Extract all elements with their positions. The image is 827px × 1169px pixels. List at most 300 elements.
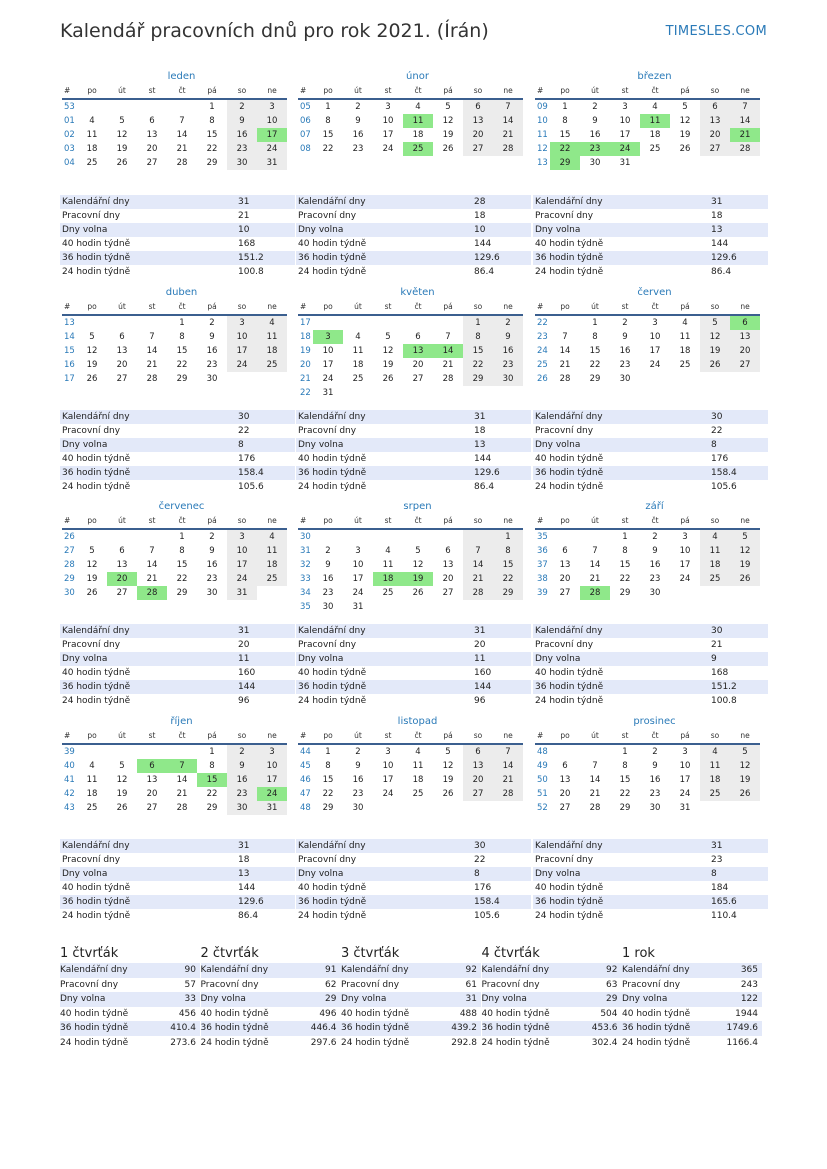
stats-value: 96 — [474, 696, 486, 706]
stats-value: 13 — [711, 225, 723, 235]
quarter-label: Pracovní dny — [200, 979, 259, 990]
month-stats — [533, 195, 768, 279]
day-cell: 9 — [209, 546, 215, 556]
day-cell: 18 — [257, 344, 287, 358]
week-row — [62, 558, 287, 572]
day-cell: 20 — [463, 773, 493, 787]
week-row — [298, 787, 523, 801]
day-cell: 4 — [257, 316, 287, 330]
day-cell: 21 — [463, 572, 493, 586]
day-cell: 16 — [352, 775, 364, 785]
day-cell: 12 — [116, 775, 128, 785]
stats-row — [60, 209, 295, 223]
quarter-label: Kalendářní dny — [60, 965, 128, 975]
week-number: 43 — [64, 803, 75, 813]
day-cell: 13 — [463, 114, 493, 128]
day-cell: 6 — [149, 116, 155, 126]
stats-label: Pracovní dny — [535, 211, 594, 221]
day-cell: 28 — [559, 374, 571, 384]
day-cell: 23 — [352, 789, 364, 799]
stats-label: Dny volna — [535, 869, 581, 879]
day-cell: 26 — [730, 572, 760, 586]
week-number: 13 — [64, 318, 75, 328]
day-cell: 21 — [146, 574, 158, 584]
stats-label: Pracovní dny — [298, 640, 357, 650]
day-cell — [700, 156, 730, 170]
stats-value: 110.4 — [711, 911, 737, 921]
quarter-row — [341, 1021, 481, 1036]
weekday-label: čt — [414, 516, 422, 525]
day-cell: 16 — [206, 560, 218, 570]
stats-value: 176 — [474, 883, 492, 893]
day-cell: 15 — [176, 560, 188, 570]
day-cell: 22 — [322, 789, 334, 799]
day-cell — [403, 316, 433, 330]
week-number: 21 — [300, 374, 311, 384]
day-cell: 11 — [700, 759, 730, 773]
day-cell: 23 — [206, 574, 218, 584]
day-cell: 4 — [415, 102, 421, 112]
day-cell: 7 — [493, 745, 523, 759]
quarter-value: 488 — [459, 1008, 477, 1019]
week-row — [298, 100, 523, 114]
day-cell: 19 — [403, 572, 433, 586]
day-cell: 20 — [107, 572, 137, 586]
day-cell: 9 — [652, 546, 658, 556]
day-cell: 20 — [730, 344, 760, 358]
day-cell: 14 — [730, 114, 760, 128]
day-cell — [463, 600, 493, 614]
weekday-label: so — [473, 302, 483, 311]
stats-label: 24 hodin týdně — [62, 911, 131, 921]
week-number: 17 — [300, 318, 311, 328]
stats-value: 30 — [711, 626, 723, 636]
day-cell: 5 — [730, 745, 760, 759]
stats-label: Kalendářní dny — [535, 626, 603, 636]
quarter-value: 92 — [465, 965, 477, 975]
stats-label: 24 hodin týdně — [62, 482, 131, 492]
quarter-label: 36 hodin týdně — [622, 1023, 691, 1033]
week-row — [298, 142, 523, 156]
week-row — [535, 344, 760, 358]
week-row — [298, 773, 523, 787]
month-stats — [533, 410, 768, 494]
month-stats — [60, 839, 295, 923]
stats-row — [533, 694, 768, 708]
day-cell: 17 — [227, 344, 257, 358]
stats-value: 22 — [474, 855, 486, 865]
stats-label: Dny volna — [535, 440, 581, 450]
stats-label: 36 hodin týdně — [62, 897, 131, 907]
day-cell — [433, 600, 463, 614]
day-cell: 15 — [463, 344, 493, 358]
day-cell: 5 — [445, 747, 451, 757]
stats-label: Pracovní dny — [62, 640, 121, 650]
weekday-label: so — [237, 731, 247, 740]
weekday-header — [535, 84, 760, 100]
day-cell: 4 — [700, 745, 730, 759]
week-number: 42 — [64, 789, 75, 799]
stats-value: 10 — [474, 225, 486, 235]
day-cell: 5 — [119, 116, 125, 126]
day-cell — [77, 316, 107, 330]
stats-label: Dny volna — [298, 225, 344, 235]
day-cell: 2 — [227, 100, 257, 114]
day-cell: 12 — [382, 346, 394, 356]
day-cell — [730, 372, 760, 386]
stats-label: 24 hodin týdně — [535, 911, 604, 921]
week-row — [535, 558, 760, 572]
weekday-label: ne — [503, 516, 513, 525]
day-cell: 24 — [227, 358, 257, 372]
week-row — [535, 100, 760, 114]
day-cell — [313, 530, 343, 544]
weekday-header — [298, 514, 523, 530]
week-row — [298, 316, 523, 330]
weekday-label: pá — [443, 731, 453, 740]
quarter-row — [341, 963, 481, 978]
stats-value: 160 — [474, 668, 492, 678]
stats-row — [533, 624, 768, 638]
day-cell: 3 — [257, 745, 287, 759]
stats-label: 36 hodin týdně — [298, 682, 367, 692]
day-cell: 30 — [227, 801, 257, 815]
quarter-value: 91 — [325, 965, 337, 975]
day-cell: 26 — [382, 374, 394, 384]
stats-value: 144 — [474, 682, 492, 692]
day-cell: 2 — [355, 102, 361, 112]
quarter-row — [60, 963, 200, 978]
day-cell: 26 — [86, 374, 98, 384]
day-cell: 7 — [730, 100, 760, 114]
day-cell: 15 — [197, 773, 227, 787]
quarter-value: 122 — [740, 994, 758, 1004]
stats-label: 40 hodin týdně — [535, 454, 604, 464]
day-cell: 1 — [209, 747, 215, 757]
day-cell: 16 — [206, 346, 218, 356]
weekday-header — [62, 84, 287, 100]
stats-label: Dny volna — [62, 440, 108, 450]
quarter-label: 24 hodin týdně — [200, 1037, 269, 1048]
stats-value: 10 — [238, 225, 250, 235]
day-cell: 10 — [649, 332, 661, 342]
day-cell: 18 — [412, 775, 424, 785]
quarter-value: 273.6 — [170, 1037, 196, 1048]
stats-value: 18 — [474, 211, 486, 221]
stats-value: 31 — [238, 197, 250, 207]
stats-value: 30 — [474, 841, 486, 851]
weekday-label: # — [537, 302, 544, 311]
quarter-row — [622, 992, 762, 1007]
day-cell: 4 — [652, 102, 658, 112]
day-cell: 8 — [209, 761, 215, 771]
weekday-label: st — [621, 516, 629, 525]
day-cell: 13 — [559, 775, 571, 785]
quarter-label: 24 hodin týdně — [622, 1037, 691, 1048]
weekday-label: út — [591, 302, 599, 311]
stats-row — [296, 438, 531, 452]
stats-row — [296, 410, 531, 424]
day-cell: 22 — [176, 574, 188, 584]
stats-value: 86.4 — [474, 267, 495, 277]
quarter-value: 33 — [184, 994, 196, 1004]
week-row — [62, 142, 287, 156]
day-cell: 24 — [257, 787, 287, 801]
day-cell: 22 — [176, 360, 188, 370]
stats-row — [296, 466, 531, 480]
stats-value: 129.6 — [711, 253, 737, 263]
day-cell — [463, 386, 493, 400]
quarter-row — [482, 1007, 622, 1022]
stats-value: 31 — [474, 626, 486, 636]
stats-value: 184 — [711, 883, 729, 893]
day-cell: 16 — [227, 773, 257, 787]
day-cell: 5 — [385, 332, 391, 342]
day-cell — [373, 600, 403, 614]
day-cell: 25 — [257, 572, 287, 586]
weekday-label: ne — [740, 731, 750, 740]
quarter-row — [201, 1021, 341, 1036]
quarter-row — [341, 992, 481, 1007]
day-cell: 8 — [592, 332, 598, 342]
weekday-label: po — [323, 731, 333, 740]
weekday-label: # — [537, 516, 544, 525]
day-cell: 1 — [592, 318, 598, 328]
quarter-label: Dny volna — [60, 994, 106, 1004]
day-cell: 21 — [559, 360, 571, 370]
month-calendar — [535, 715, 760, 815]
day-cell: 13 — [463, 759, 493, 773]
stats-row — [533, 680, 768, 694]
weekday-label: pá — [207, 731, 217, 740]
week-row — [62, 100, 287, 114]
weekday-label: ne — [267, 731, 277, 740]
day-cell: 21 — [442, 360, 454, 370]
stats-value: 86.4 — [238, 911, 259, 921]
week-number: 04 — [64, 158, 75, 168]
day-cell: 25 — [700, 787, 730, 801]
weekday-header — [298, 300, 523, 316]
day-cell: 17 — [227, 558, 257, 572]
stats-row — [296, 680, 531, 694]
day-cell: 22 — [619, 574, 631, 584]
stats-value: 8 — [474, 869, 480, 879]
weekday-label: # — [537, 731, 544, 740]
weekday-label: st — [148, 302, 156, 311]
day-cell: 11 — [86, 130, 98, 140]
weekday-label: so — [473, 516, 483, 525]
month-calendar — [298, 286, 523, 400]
stats-label: Dny volna — [535, 225, 581, 235]
weekday-label: út — [118, 86, 126, 95]
day-cell: 10 — [322, 346, 334, 356]
day-cell — [343, 316, 373, 330]
day-cell: 1 — [325, 747, 331, 757]
day-cell — [550, 745, 580, 759]
day-cell: 31 — [619, 158, 631, 168]
day-cell: 18 — [700, 558, 730, 572]
weekday-label: čt — [651, 302, 659, 311]
quarter-value: 1749.6 — [726, 1023, 758, 1033]
day-cell: 22 — [463, 358, 493, 372]
quarter-label: Dny volna — [200, 994, 246, 1004]
day-cell: 5 — [730, 530, 760, 544]
day-cell: 10 — [227, 544, 257, 558]
day-cell: 25 — [403, 142, 433, 156]
stats-row — [533, 638, 768, 652]
day-cell: 26 — [116, 803, 128, 813]
day-cell: 29 — [619, 588, 631, 598]
stats-label: Dny volna — [298, 654, 344, 664]
day-cell: 24 — [610, 142, 640, 156]
quarter-value: 29 — [325, 994, 337, 1004]
stats-row — [533, 223, 768, 237]
day-cell: 18 — [700, 773, 730, 787]
stats-label: 40 hodin týdně — [62, 668, 131, 678]
quarter-row — [60, 1036, 200, 1051]
quarter-label: 36 hodin týdně — [341, 1023, 410, 1033]
quarter-label: Pracovní dny — [622, 979, 681, 990]
stats-value: 100.8 — [238, 267, 264, 277]
stats-row — [296, 666, 531, 680]
weekday-label: čt — [178, 302, 186, 311]
day-cell: 25 — [679, 360, 691, 370]
weekday-label: út — [354, 86, 362, 95]
weekday-label: pá — [680, 731, 690, 740]
day-cell: 16 — [352, 130, 364, 140]
day-cell — [433, 386, 463, 400]
stats-value: 30 — [238, 412, 250, 422]
day-cell: 12 — [679, 116, 691, 126]
quarter-summary — [201, 945, 341, 1050]
stats-row — [533, 881, 768, 895]
day-cell — [580, 745, 610, 759]
day-cell: 20 — [412, 360, 424, 370]
month-stats — [60, 624, 295, 708]
stats-row — [60, 237, 295, 251]
stats-value: 160 — [238, 668, 256, 678]
week-number: 30 — [64, 588, 75, 598]
weekday-label: po — [87, 86, 97, 95]
stats-row — [296, 237, 531, 251]
week-number: 33 — [300, 574, 311, 584]
stats-label: 24 hodin týdně — [62, 696, 131, 706]
stats-label: Dny volna — [535, 654, 581, 664]
stats-value: 20 — [474, 640, 486, 650]
week-row — [535, 773, 760, 787]
week-row — [62, 745, 287, 759]
quarter-value: 302.4 — [591, 1037, 618, 1048]
day-cell: 15 — [322, 775, 334, 785]
stats-row — [60, 466, 295, 480]
week-row — [298, 558, 523, 572]
day-cell: 30 — [206, 374, 218, 384]
weekday-label: st — [384, 731, 392, 740]
weekday-header — [535, 300, 760, 316]
day-cell: 17 — [649, 346, 661, 356]
quarter-label: 40 hodin týdně — [200, 1008, 269, 1019]
quarter-value: 1166.4 — [726, 1037, 758, 1048]
day-cell: 28 — [493, 142, 523, 156]
day-cell: 4 — [415, 747, 421, 757]
day-cell: 8 — [622, 761, 628, 771]
week-number: 09 — [537, 102, 548, 112]
quarter-label: Kalendářní dny — [341, 965, 409, 975]
week-row — [62, 544, 287, 558]
quarter-label: 24 hodin týdně — [341, 1037, 410, 1048]
week-number: 25 — [537, 360, 548, 370]
stats-label: 36 hodin týdně — [62, 682, 131, 692]
week-number: 48 — [537, 747, 548, 757]
stats-row — [296, 909, 531, 923]
day-cell: 8 — [325, 116, 331, 126]
stats-value: 158.4 — [474, 897, 500, 907]
stats-label: Kalendářní dny — [62, 197, 130, 207]
quarter-label: 36 hodin týdně — [481, 1023, 550, 1033]
day-cell — [137, 316, 167, 330]
stats-value: 151.2 — [711, 682, 737, 692]
quarter-label: Pracovní dny — [341, 979, 400, 990]
week-number: 06 — [300, 116, 311, 126]
stats-row — [296, 223, 531, 237]
week-row — [62, 156, 287, 170]
weekday-header — [62, 514, 287, 530]
week-row — [298, 600, 523, 614]
week-number: 37 — [537, 560, 548, 570]
day-cell — [550, 530, 580, 544]
stats-label: 40 hodin týdně — [535, 239, 604, 249]
stats-row — [533, 424, 768, 438]
day-cell: 30 — [649, 588, 661, 598]
stats-label: Kalendářní dny — [62, 412, 130, 422]
brand-link[interactable]: TIMESLES.COM — [665, 24, 767, 39]
weekday-label: út — [591, 516, 599, 525]
stats-label: 40 hodin týdně — [298, 454, 367, 464]
stats-label: 36 hodin týdně — [535, 253, 604, 263]
stats-row — [60, 410, 295, 424]
day-cell: 13 — [403, 344, 433, 358]
weekday-label: # — [300, 302, 307, 311]
quarter-value: 365 — [740, 965, 758, 975]
day-cell: 9 — [227, 114, 257, 128]
day-cell: 16 — [589, 130, 601, 140]
stats-label: Dny volna — [298, 440, 344, 450]
day-cell: 24 — [679, 789, 691, 799]
quarter-title: 1 čtvrťák — [60, 946, 119, 961]
day-cell: 18 — [86, 789, 98, 799]
stats-value: 168 — [711, 668, 729, 678]
stats-value: 18 — [238, 855, 250, 865]
day-cell: 1 — [622, 532, 628, 542]
day-cell: 20 — [116, 360, 128, 370]
stats-value: 8 — [711, 440, 717, 450]
day-cell: 24 — [679, 574, 691, 584]
week-row — [535, 544, 760, 558]
stats-value: 158.4 — [238, 468, 264, 478]
quarter-label: 40 hodin týdně — [341, 1008, 410, 1019]
month-calendar — [298, 70, 523, 156]
month-calendar — [62, 715, 287, 815]
day-cell: 21 — [730, 128, 760, 142]
day-cell — [730, 801, 760, 815]
stats-row — [296, 881, 531, 895]
day-cell: 11 — [412, 761, 424, 771]
quarter-label: 36 hodin týdně — [200, 1023, 269, 1033]
day-cell — [167, 745, 197, 759]
month-stats — [296, 410, 531, 494]
week-row — [535, 372, 760, 386]
day-cell: 27 — [146, 803, 158, 813]
